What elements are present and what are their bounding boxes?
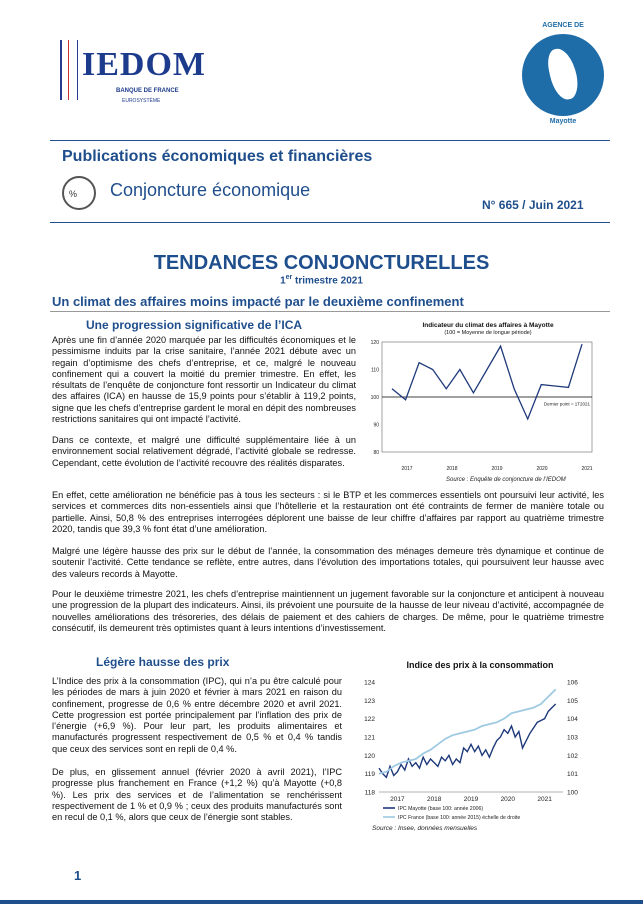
header-rule-2 bbox=[50, 222, 610, 223]
chart1-y-tick-label: 90 bbox=[373, 422, 379, 429]
agence-logo-top: AGENCE DE bbox=[542, 22, 584, 29]
section2-paragraph-2: De plus, en glissement annuel (février 2020 à avril 2021), l’IPC progresse plus franchement en France (+1,2 %) qu’à Mayotte (+0,8 %). Les prix des services et de l’alimentation se renchérissent respectivement de 1 % et 0,9 % ; ceux des produits manufacturés sont en recul de 0,1 %, alors que ceux de l’énergie sont stables. bbox=[52, 767, 342, 823]
chart2-x-tick-label: 2020 bbox=[500, 796, 516, 803]
chart2-y-right-tick-label: 102 bbox=[567, 752, 578, 760]
header-rule bbox=[50, 140, 610, 141]
agence-logo-bottom: Mayotte bbox=[549, 118, 577, 125]
chart1-y-tick-label: 80 bbox=[373, 450, 379, 456]
chart1-annotation: Dernier point = 1T2021 bbox=[543, 401, 590, 407]
chart1-subtitle: (100 = Moyenne de longue période) bbox=[444, 330, 532, 336]
page-number: 1 bbox=[74, 868, 82, 883]
chart2-y-right-tick-label: 104 bbox=[567, 716, 578, 724]
footer-rule bbox=[0, 900, 643, 904]
section1-paragraph-3: En effet, cette amélioration ne bénéficie pas à tous les secteurs : si le BTP et les commerces essentiels ont poursuivi leur activité, les services et commerces dits non-essentiels ainsi que l’hôtellerie et la restauration ont été contraints de fermer de manière totale ou partielle. Ainsi, 50,8 % des entreprises interrogées déplorent une baisse de leur chiffre d’affaires par rapport au quatrième trimestre 2020, tandis que 39,3 % font état d’une amélioration. bbox=[52, 490, 604, 534]
ipc-line-chart bbox=[355, 674, 600, 824]
issue-number: N° 665 / Juin 2021 bbox=[482, 198, 584, 212]
section1-paragraph-1: Après une fin d’année 2020 marquée par les difficultés économiques et le pessimisme induits par la crise sanitaire, l’année 2021 débute avec un regain d’optimisme des chefs d’entreprise, et ce, malgré le nouveau confinement qui a couvert la moitié du premier trimestre. En effet, les résultats de l’enquête de conjoncture font ressortir un Indicateur du climat des affaires (ICA) en hausse de 15,9 points pour s’établir à 119,2 points, signe que les chefs d’entreprise gardent le moral en dépit des nombreuses restrictions sanitaires qui ont impacté l’activité. bbox=[52, 335, 356, 425]
chart2-x-tick-label: 2018 bbox=[426, 796, 442, 803]
section1-title: Une progression significative de l’ICA bbox=[86, 318, 303, 332]
chart1-y-tick-label: 100 bbox=[370, 395, 379, 401]
agence-mayotte-logo bbox=[522, 22, 604, 125]
chart1-x-tick-label: 2019 bbox=[491, 466, 503, 472]
chart1-x-tick-label: 2018 bbox=[446, 466, 458, 472]
chart1-series-line bbox=[392, 344, 582, 419]
headline: Un climat des affaires moins impacté par le deuxième confinement bbox=[52, 294, 464, 309]
section1-paragraph-2: Dans ce contexte, et malgré une difficulté supplémentaire liée à un environnement social relativement dégradé, l’activité globale se redresse. Cependant, cette évolution de l’activité recouvre des réalités disparates. bbox=[52, 435, 356, 468]
iedom-logo bbox=[60, 30, 206, 130]
chart2-x-tick-label: 2017 bbox=[390, 796, 405, 803]
chart2-y-left-tick-label: 123 bbox=[364, 697, 375, 705]
chart2-y-left-tick-label: 122 bbox=[364, 716, 375, 724]
ica-line-chart bbox=[366, 338, 606, 474]
chart1-x-tick-label: 2017 bbox=[401, 466, 413, 472]
chart2-y-left-tick-label: 121 bbox=[364, 734, 375, 742]
chart2-y-left-tick-label: 124 bbox=[364, 679, 375, 687]
chart1-x-tick-label: 2020 bbox=[536, 466, 548, 472]
chart2-title: Indice des prix à la consommation bbox=[406, 660, 554, 670]
section1-paragraph-4: Malgré une légère hausse des prix sur le début de l’année, la consommation des ménages demeure très dynamique et continue de soutenir l’activité. Cette tendance se reflète, entre autres, dans l’évolution des importations totales, qui poursuivent leur hausse avec des valeurs records à Mayotte. bbox=[52, 546, 604, 579]
conjoncture-icon: % bbox=[62, 176, 96, 210]
iedom-logo-sub1: BANQUE DE FRANCE bbox=[116, 88, 179, 94]
chart2-x-tick-label: 2021 bbox=[537, 796, 552, 803]
headline-rule bbox=[50, 311, 610, 312]
chart2-y-left-tick-label: 120 bbox=[364, 752, 375, 760]
chart2-y-right-tick-label: 106 bbox=[567, 679, 578, 687]
chart1-x-tick-label: 2021 bbox=[581, 466, 593, 472]
series-title: Conjoncture économique bbox=[110, 180, 311, 200]
main-title: TENDANCES CONJONCTURELLES bbox=[153, 252, 490, 274]
chart2-y-right-tick-label: 103 bbox=[567, 734, 578, 742]
section2-title: Légère hausse des prix bbox=[96, 655, 230, 669]
period-subtitle: 1er trimestre 2021 bbox=[280, 274, 363, 287]
chart1-source: Source : Enquête de conjoncture de l’IEDOM bbox=[446, 477, 566, 483]
chart2-y-right-tick-label: 105 bbox=[567, 697, 578, 705]
chart2-x-tick-label: 2019 bbox=[463, 796, 479, 803]
iedom-logo-sub2: EUROSYSTÈME bbox=[122, 98, 161, 104]
section1-paragraph-5: Pour le deuxième trimestre 2021, les chefs d’entreprise maintiennent un jugement favorable sur la conjoncture et anticipent à nouveau une progression de la plupart des indicateurs. Ainsi, ils prévoient une poursuite de la hausse de leur niveau d’activité, accompagnée de nouvelles améliorations des trésoreries, des délais de paiement et des cahiers de charges. De même, pour le quatrième trimestre consécutif, ils demeurent très optimistes quant à leurs intentions d’investissement. bbox=[52, 589, 604, 633]
iedom-logo-word: IEDOM bbox=[82, 46, 206, 83]
chart1-y-tick-label: 110 bbox=[371, 367, 379, 374]
chart1-title: Indicateur du climat des affaires à Mayotte bbox=[422, 322, 554, 329]
chart2-legend-label: IPC Mayotte (base 100: année 2006) bbox=[398, 806, 484, 812]
chart2-source: Source : Insee, données mensuelles bbox=[372, 825, 478, 832]
chart2-series-france-line bbox=[379, 689, 556, 773]
chart2-y-left-tick-label: 118 bbox=[364, 789, 375, 797]
chart2-series-mayotte-line bbox=[379, 704, 556, 777]
chart1-y-tick-label: 120 bbox=[370, 340, 379, 346]
chart2-y-right-tick-label: 101 bbox=[567, 771, 578, 779]
chart2-y-right-tick-label: 100 bbox=[567, 789, 578, 797]
chart2-legend-label: IPC France (base 100: année 2015) échelle de droite bbox=[398, 815, 521, 821]
publication-title: Publications économiques et financières bbox=[62, 148, 373, 165]
chart2-y-left-tick-label: 119 bbox=[364, 771, 375, 779]
section2-paragraph-1: L’Indice des prix à la consommation (IPC), qui n’a pu être calculé pour les périodes de mars à juin 2020 et février à mars 2021 en raison du confinement, progresse de 0,6 % entre décembre 2020 et avril 2021. Cette progression est portée principalement par l’inflation des prix de l’énergie (+6,9 %). Pour leur part, les produits alimentaires et manufacturés progressent respectivement de 0,5 % et 0,4 % tandis que ceux des services sont en repli de 0,4 %. bbox=[52, 676, 342, 754]
